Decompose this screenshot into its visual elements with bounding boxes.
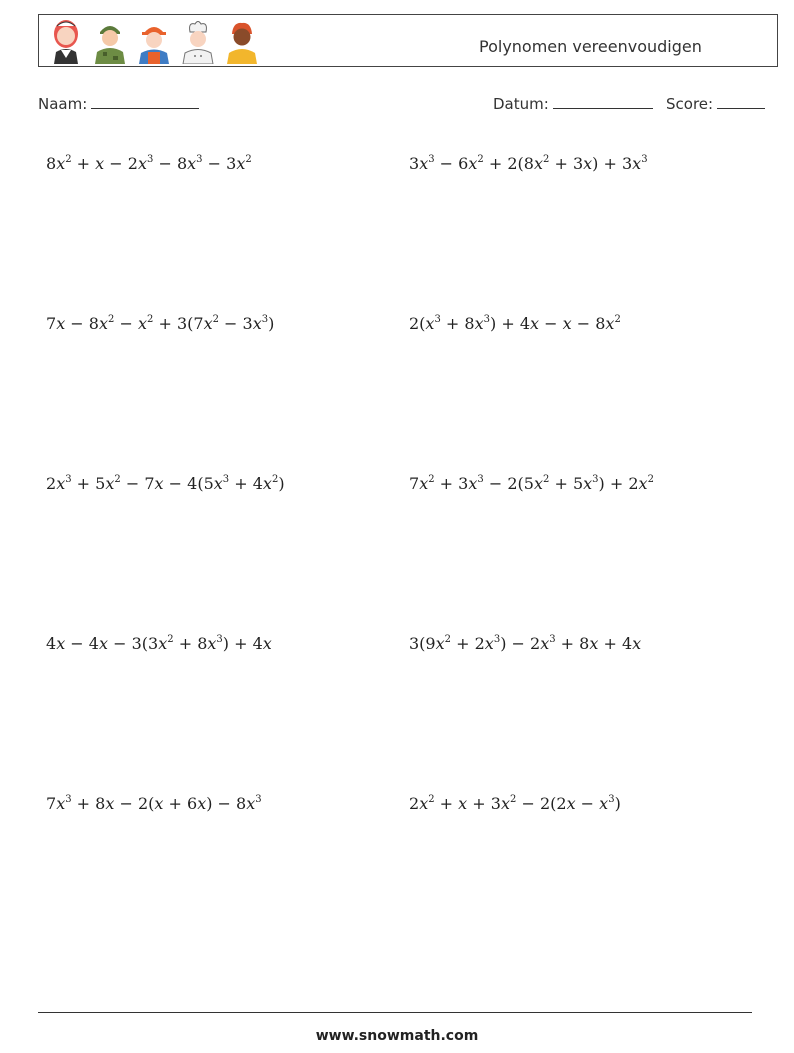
score-field [666, 94, 765, 113]
construction-worker-icon [135, 18, 173, 64]
name-label: Naam: [38, 95, 88, 113]
date-label: Datum: [493, 95, 549, 113]
footer-divider [38, 1012, 752, 1013]
problem-1: $8x^2 + x - 2x^3 - 8x^3 - 3x^2$ [46, 154, 252, 173]
avatar-row [47, 18, 261, 64]
problem-9: $7x^3 + 8x - 2(x + 6x) - 8x^3$ [46, 794, 262, 813]
chef-icon [179, 18, 217, 64]
problem-8: $3(9x^2 + 2x^3) - 2x^3 + 8x + 4x$ [409, 634, 642, 653]
man-icon [223, 18, 261, 64]
problem-2: $3x^3 - 6x^2 + 2(8x^2 + 3x) + 3x^3$ [409, 154, 648, 173]
score-blank[interactable] [717, 94, 765, 109]
score-label: Score: [666, 95, 714, 113]
woman-maid-icon [47, 18, 85, 64]
worksheet-header [38, 14, 778, 67]
problem-5: $2x^3 + 5x^2 - 7x - 4(5x^3 + 4x^2)$ [46, 474, 285, 493]
worksheet-title: Polynomen vereenvoudigen [479, 37, 702, 56]
name-field [38, 94, 199, 113]
problem-6: $7x^2 + 3x^3 - 2(5x^2 + 5x^3) + 2x^2$ [409, 474, 654, 493]
date-blank[interactable] [553, 94, 653, 109]
name-blank[interactable] [91, 94, 199, 109]
date-field [493, 94, 653, 113]
soldier-icon [91, 18, 129, 64]
problem-10: $2x^2 + x + 3x^2 - 2(2x - x^3)$ [409, 794, 621, 813]
problem-7: $4x - 4x - 3(3x^2 + 8x^3) + 4x$ [46, 634, 272, 653]
footer-website[interactable]: www.snowmath.com [315, 1028, 479, 1044]
problem-3: $7x - 8x^2 - x^2 + 3(7x^2 - 3x^3)$ [46, 314, 275, 333]
problem-4: $2(x^3 + 8x^3) + 4x - x - 8x^2$ [409, 314, 621, 333]
